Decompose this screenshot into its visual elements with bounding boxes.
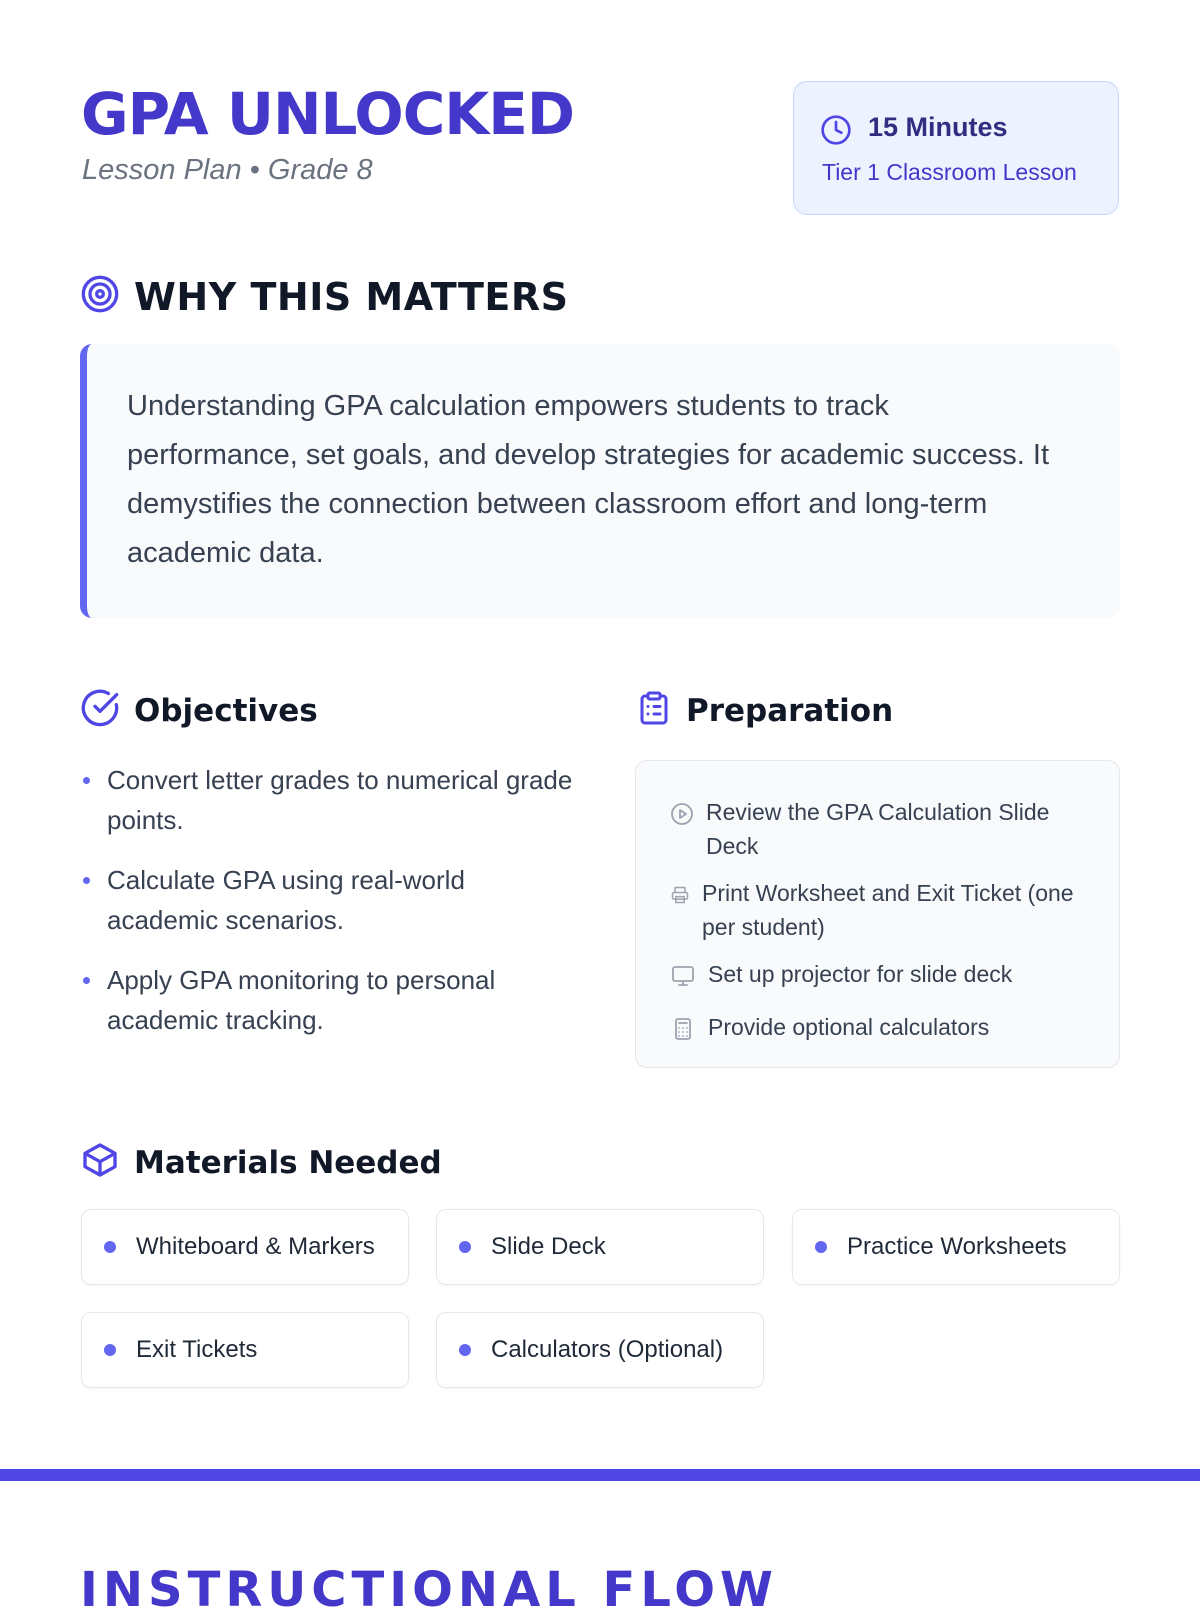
section-divider — [0, 1469, 1200, 1481]
play-circle-icon — [670, 801, 694, 835]
clock-icon — [820, 114, 852, 151]
why-heading — [80, 274, 569, 319]
list-item: Print Worksheet and Exit Ticket (one per student) — [670, 876, 1089, 944]
list-item: Calculate GPA using real-world academic scenarios. — [80, 860, 580, 940]
preparation-card — [635, 760, 1120, 1068]
bullet-dot — [83, 977, 90, 984]
list-item: Apply GPA monitoring to personal academic tracking. — [80, 960, 580, 1040]
list-item: Convert letter grades to numerical grade points. — [80, 760, 580, 840]
list-item: Review the GPA Calculation Slide Deck — [670, 795, 1089, 863]
box-icon — [80, 1140, 120, 1185]
objectives-heading-text: Objectives — [134, 692, 318, 729]
check-circle-icon — [80, 688, 120, 733]
material-chip: Exit Tickets — [81, 1312, 409, 1388]
objectives-heading — [80, 688, 318, 733]
bullet-dot — [459, 1344, 471, 1356]
bullet-dot — [104, 1241, 116, 1253]
bullet-dot — [83, 877, 90, 884]
list-item: Set up projector for slide deck — [670, 957, 1089, 997]
bullet-dot — [104, 1344, 116, 1356]
lesson-type: Tier 1 Classroom Lesson — [822, 159, 1077, 185]
preparation-heading — [636, 688, 893, 733]
clipboard-list-icon — [636, 688, 672, 733]
page-title: GPA UNLOCKED — [81, 80, 574, 148]
bullet-dot — [815, 1241, 827, 1253]
monitor-icon — [670, 963, 696, 997]
bullet-dot — [459, 1241, 471, 1253]
target-icon — [80, 274, 120, 319]
material-chip: Slide Deck — [436, 1209, 764, 1285]
list-item: Provide optional calculators — [670, 1010, 1089, 1050]
page-subtitle: Lesson Plan • Grade 8 — [82, 154, 373, 186]
material-chip: Calculators (Optional) — [436, 1312, 764, 1388]
preparation-heading-text: Preparation — [686, 692, 894, 729]
why-body: Understanding GPA calculation empowers students to track performance, set goals, and develop strategies for academic success. It demystifies the connection between classroom effort and long-term academic data. — [127, 390, 1050, 569]
why-heading-text: WHY THIS MATTERS — [134, 274, 569, 319]
instructional-flow-heading: INSTRUCTIONAL FLOW — [80, 1562, 778, 1618]
printer-icon — [670, 882, 690, 916]
duration-value: 15 Minutes — [868, 112, 1008, 142]
material-chip: Practice Worksheets — [792, 1209, 1120, 1285]
why-callout — [80, 344, 1120, 618]
duration-card — [793, 81, 1119, 215]
materials-heading-text: Materials Needed — [134, 1144, 442, 1181]
materials-heading — [80, 1140, 442, 1185]
objectives-list — [80, 760, 580, 1060]
material-chip: Whiteboard & Markers — [81, 1209, 409, 1285]
calculator-icon — [670, 1016, 696, 1050]
bullet-dot — [83, 777, 90, 784]
